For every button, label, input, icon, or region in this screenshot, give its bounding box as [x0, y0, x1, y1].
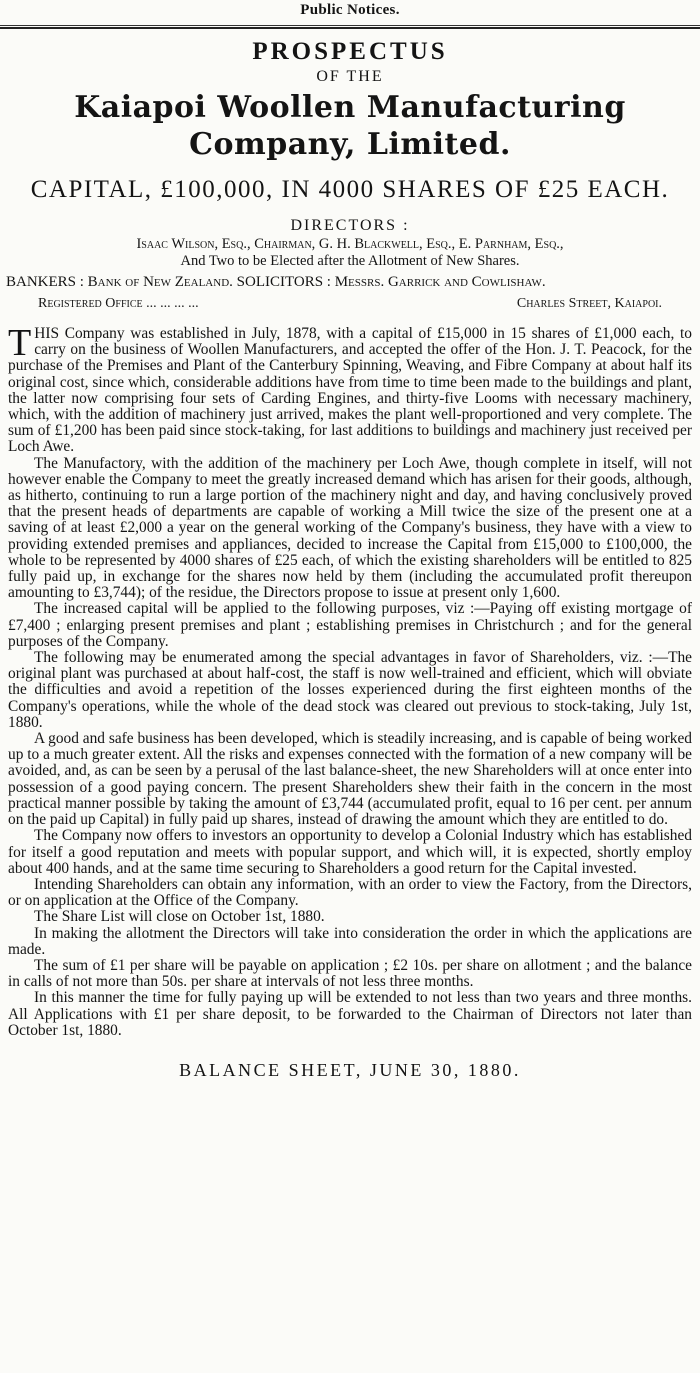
- paragraph-5: A good and safe business has been developed, which is steadily increasing, and is capable of being worked up to a much greater extent. All the risks and expenses connected with the formation of a new company will be avoided, and, as can be seen by a perusal of the last balance-sheet, the new Shareholders will at once enter into possession of a good paying concern. The present Shareholders shew their faith in the concern in the most practical manner possible by taking the amount of £3,744 (accumulated profit, equal to 16 per cent. per annum on the paid up Capital) in fully paid up shares, instead of drawing the amount which they are entitled to do.: [8, 730, 692, 829]
- paragraph-2: The Manufactory, with the addition of the machinery per Loch Awe, though complete in itself, will not however enable the Company to meet the greatly increased demand which has arisen for their goods, although, as hitherto, continuing to run a large portion of the machinery night and day, and having conclusively proved that the present heads of departments are capable of working a Mill twice the size of the present one at a saving of at least £2,000 a year on the general working of the Company's business, they have with a view to providing extended premises and appliances, decided to increase the Capital from £15,000 to £100,000, the whole to be represented by 4000 shares of £25 each, of which the existing shareholders will be entitled to 825 fully paid up, in exchange for the shares now held by them (including the accumulated profit thereupon amounting to £3,744); of the residue, the Directors propose to issue at present only 1,600.: [8, 454, 692, 602]
- prospectus-heading: PROSPECTUS: [252, 38, 448, 65]
- paragraph-1: [8, 322, 692, 456]
- paragraph-8: The Share List will close on October 1st, 1880.: [34, 908, 325, 926]
- directors-names: Isaac Wilson, Esq., Chairman, G. H. Blackwell, Esq., E. Parnham, Esq.,: [136, 236, 564, 252]
- paragraph-10: The sum of £1 per share will be payable on application ; £2 10s. per share on allotment ; and the balance in calls of not more than 50s. per share at intervals of not less three months.: [8, 956, 692, 991]
- paragraph-9: In making the allotment the Directors will take into consideration the order in which the applications are made.: [8, 924, 692, 958]
- paragraph-6: The Company now offers to investors an opportunity to develop a Colonial Industry which has established for itself a good reputation and meets with popular support, and which will, it is expected, shortly employ about 400 hands, and at the same time securing to Shareholders a good return for the Capital invested.: [8, 827, 692, 877]
- paragraph-7: Intending Shareholders can obtain any information, with an order to view the Factory, from the Directors, or on application at the Office of the Company.: [8, 875, 692, 910]
- prospectus-body: [8, 322, 692, 1039]
- company-title: Kaiapoi Woollen Manufacturing Company, Limited.: [74, 90, 626, 162]
- bankers-solicitors-line: BANKERS : Bank of New Zealand. SOLICITORS : Messrs. Garrick and Cowlishaw.: [6, 274, 546, 290]
- paragraph-11: In this manner the time for fully paying up will be extended to not less than two years and three months. All Applications with £1 per share deposit, to be forwarded to the Chairman of Directors not later than October 1st, 1880.: [8, 989, 692, 1039]
- office-address: Charles Street, Kaiapoi.: [516, 296, 662, 311]
- of-the-line: OF THE: [316, 68, 384, 85]
- office-label: Registered Office ... ... ... ...: [38, 296, 199, 311]
- top-rule-second: [0, 27, 700, 29]
- directors-note: And Two to be Elected after the Allotment of New Shares.: [180, 253, 520, 269]
- capital-line: CAPITAL, £100,000, IN 4000 SHARES OF £25 EACH.: [30, 176, 670, 203]
- top-rule: [0, 25, 700, 26]
- paragraph-3: The increased capital will be applied to the following purposes, viz :—Paying off existing mortgage of £7,400 ; enlarging present premises and plant ; establishing premises in Christchurch ; and for the general purposes of the Company.: [8, 600, 692, 650]
- drop-cap: T: [8, 322, 32, 364]
- section-label: Public Notices.: [300, 2, 400, 18]
- directors-label: DIRECTORS :: [290, 217, 410, 234]
- paragraph-4: The following may be enumerated among the special advantages in favor of Shareholders, viz. :—The original plant was purchased at about half-cost, the staff is now well-trained and efficient, which will obviate the difficulties and avoid a repetition of the losses experienced during the first eighteen months of the Company's operations, while the whole of the dead stock was cleared out previous to stock-taking, July 1st, 1880.: [8, 649, 692, 731]
- balance-sheet-heading: BALANCE SHEET, JUNE 30, 1880.: [179, 1059, 521, 1080]
- registered-office-line: [38, 295, 662, 312]
- paragraph-1-text: HIS Company was established in July, 1878, with a capital of £15,000 in 15 shares of £1,000 each, to carry on the business of Woollen Manufacturers, and accepted the offer of the Hon. J. T. Peacock, for the purchase of the Premises and Plant of the Canterbury Spinning, Weaving, and Fibre Company at about half its original cost, since which, considerable additions have from time to time been made to the buildings and plant, the latter now comprising four sets of Carding Engines, and thirty-five Looms with necessary machinery, which, with the addition of machinery just arrived, makes the plant well-proportioned and very complete. The sum of £1,200 has been paid since stock-taking, for last additions to buildings and machinery just received per Loch Awe.: [8, 325, 692, 456]
